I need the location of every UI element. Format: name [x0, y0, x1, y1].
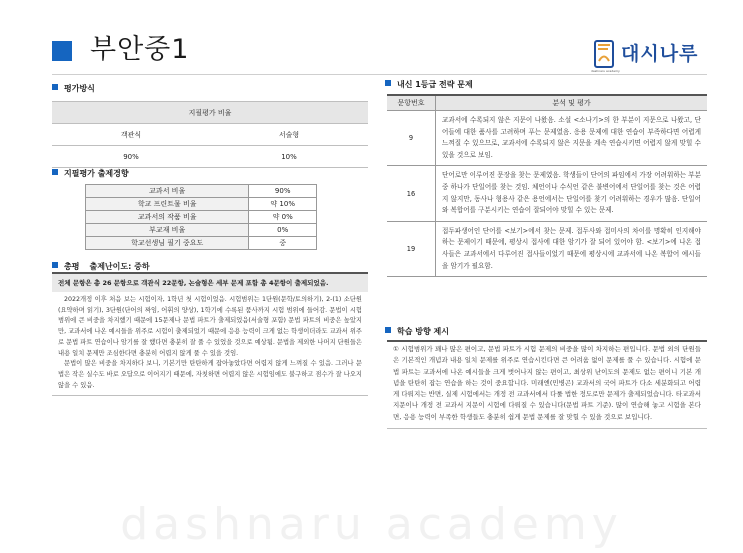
table-row: [387, 221, 707, 276]
overview-body: [52, 292, 368, 395]
learning-text: ① 시험범위가 꽤나 많은 편이고, 문법 파트가 시험 문제의 비중을 많이 차지하는 편입니다. 문법 외의 단원들은 기본적인 개념과 내용 일치 문제를 위주로 연습시킨다면 큰 어려움 없이 문제를 풀 수 있습니다. 시험에 문법 파트는 교과서에 나온 예시들을 크게 벗어나지 않는 편이고, 최상위 난이도의 문제도 없는 편이니 기본 개념을 탄탄히 잡는 연습을 하는 것이 중요합니다. 미래엔(민병곤) 교과서의 국어 파트가 다소 세분화되고 어렵게 다뤄지는 반면, 실제 시험에서는 개정 전 교과서에서 다룰 법한 정도로만 문제가 출제되었습니다. 타교과서 지문이나 개정 전 교과서 지문이 시험에 다뤄질 수 있습니다(문법 파트 기준). 많이 연습해 놓고 시험을 본다면, 응용 능력이 부족한 학생들도 충분히 쉽게 문법 문제를 잘 맞힐 수 있을 것으로 보입니다.: [393, 345, 701, 421]
question-analysis: 접두파생어인 단어를 <보기>에서 찾는 문제. 접두사와 접미사의 차이를 명확히 인지해야 하는 문제이기 때문에, 평상시 접사에 대한 암기가 잘 되어 있어야 함. <보기>에 나온 접사들은 교과서에서 다루어진 접사들이었기 때문에 평상시에 교과서에 나온 복합어 예시들을 암기가 필요함.: [436, 221, 708, 276]
eval-col-objective: 객관식: [52, 124, 210, 146]
table-row: [86, 185, 317, 198]
section-marker: [52, 84, 58, 90]
eval-value-objective: 90%: [52, 146, 210, 168]
overview-box: [52, 272, 368, 396]
brand-logo: [591, 37, 706, 73]
trend-label: 부교재 비율: [86, 224, 249, 237]
trend-value: 0%: [249, 224, 317, 237]
eval-method-heading: 평가방식: [52, 83, 95, 95]
overview-paragraph: 2022개정 이후 처음 보는 시험이자, 1학년 첫 시험이었음. 시험범위는 1단원(문학/토의하기), 2-(1) 소단원(요약하며 읽기), 3단원(단어의 짜임, 어휘의 양상), 1학기에 수록된 품사까지 시험 범위에 들어감. 문법이 시험 범위에 큰 비중을 차지했기 때문에 15문제나 문법 파트가 출제되었음(서술형 포함) 문법 파트의 비중은 높았지만, 교과서에 나온 예시들을 위주로 시험이 출제되었기 때문에 응용 능력이 크게 없는 학생이더라도 교과서 위주로 문법 파트 연습이나 암기를 잘 했다면 충분히 잘 풀 수 있었을 것으로 예상됨. 문법을 제외한 나머지 단원들은 내용 일치 문제만 조심한다면 충분히 어렵지 않게 풀 수 있을 것임.: [58, 296, 362, 357]
trend-label: 학교 프린트물 비율: [86, 198, 249, 211]
trend-value: 약 10%: [249, 198, 317, 211]
section-marker: [52, 262, 58, 268]
table-row: [86, 211, 317, 224]
header-divider: [52, 74, 707, 75]
table-row: [86, 237, 317, 250]
logo-subtitle: dashnaru academy: [591, 69, 620, 73]
question-analysis: 단어로만 이루어진 문장을 찾는 문제였음. 학생들이 단어의 파임에서 가장 어려워하는 부분 중 하나가 단일어를 찾는 것임. 체언이나 수식언 같은 불변어에서 단일어를 찾는 것은 어렵지 않지만, 동사나 형용사 같은 용언에서는 단일어를 찾기 어려워하는 경우가 많음. 단일어와 복합어를 구분시키는 연습이 잘되어야 맞힐 수 있는 문제.: [436, 166, 708, 221]
table-row: [86, 224, 317, 237]
overview-paragraph: 문법이 많은 비중을 차지하다 보니, 기본기만 탄탄하게 잡아놓았다면 어렵지 않게 느껴질 수 있음. 그러나 문법은 작은 실수도 바로 오답으로 이어지기 때문에, 자칫하면 어렵지 않은 시험임에도 불구하고 점수가 잘 나오지 않을 수 있음.: [58, 360, 362, 389]
section-marker: [52, 169, 58, 175]
question-analysis: 교과서에 수록되지 않은 지문이 나왔음. 소설 <소나기>의 한 부분이 지문으로 나왔고, 단어들에 대한 품사를 고려하며 푸는 문제였음. 응용 문제에 대한 연습이 부족하다면 어렵게 느껴질 수 있으므로, 교과서에 수록되지 않은 지문을 계속 연습시키면 어렵지 않게 맞힐 수 있을 것으로 보임.: [436, 111, 708, 166]
col-header-number: 문항번호: [387, 95, 436, 111]
trend-label: 교과서의 작품 비율: [86, 211, 249, 224]
question-number: 9: [387, 111, 436, 166]
difficulty-label: 출제난이도: 중하: [89, 262, 150, 271]
learning-heading: 학습 방향 제시: [385, 326, 449, 338]
eval-method-table: [52, 101, 368, 168]
question-number: 16: [387, 166, 436, 221]
page-title: 부안중1: [90, 34, 190, 65]
top-grade-table: [387, 94, 707, 277]
section-marker: [385, 327, 391, 333]
logo-mark-icon: [591, 37, 617, 71]
overview-heading: 총평 출제난이도: 중하: [52, 261, 150, 273]
overview-summary: 전체 문항은 총 26 문항으로 객관식 22문항, 논술형은 세부 문제 포함 총 4문항이 출제되었음.: [52, 274, 368, 292]
exam-trend-table: [85, 184, 317, 250]
watermark: dashnaru academy: [120, 499, 623, 550]
col-header-analysis: 분석 및 평가: [436, 95, 708, 111]
eval-table-title: 지필평가 비율: [52, 102, 368, 124]
question-number: 19: [387, 221, 436, 276]
eval-col-descriptive: 서술형: [210, 124, 368, 146]
trend-label: 학교선생님 필기 중요도: [86, 237, 249, 250]
table-row: [387, 166, 707, 221]
eval-value-descriptive: 10%: [210, 146, 368, 168]
logo-text: 대시나루: [621, 43, 699, 65]
table-row: [86, 198, 317, 211]
trend-label: 교과서 비율: [86, 185, 249, 198]
top-grade-heading: 내신 1등급 전략 문제: [385, 79, 473, 91]
trend-value: 중: [249, 237, 317, 250]
title-marker: [52, 41, 72, 61]
exam-trend-heading: 지필평가 출제경향: [52, 168, 129, 180]
learning-box: [387, 340, 707, 429]
trend-value: 90%: [249, 185, 317, 198]
section-marker: [385, 80, 391, 86]
table-row: [387, 111, 707, 166]
trend-value: 약 0%: [249, 211, 317, 224]
